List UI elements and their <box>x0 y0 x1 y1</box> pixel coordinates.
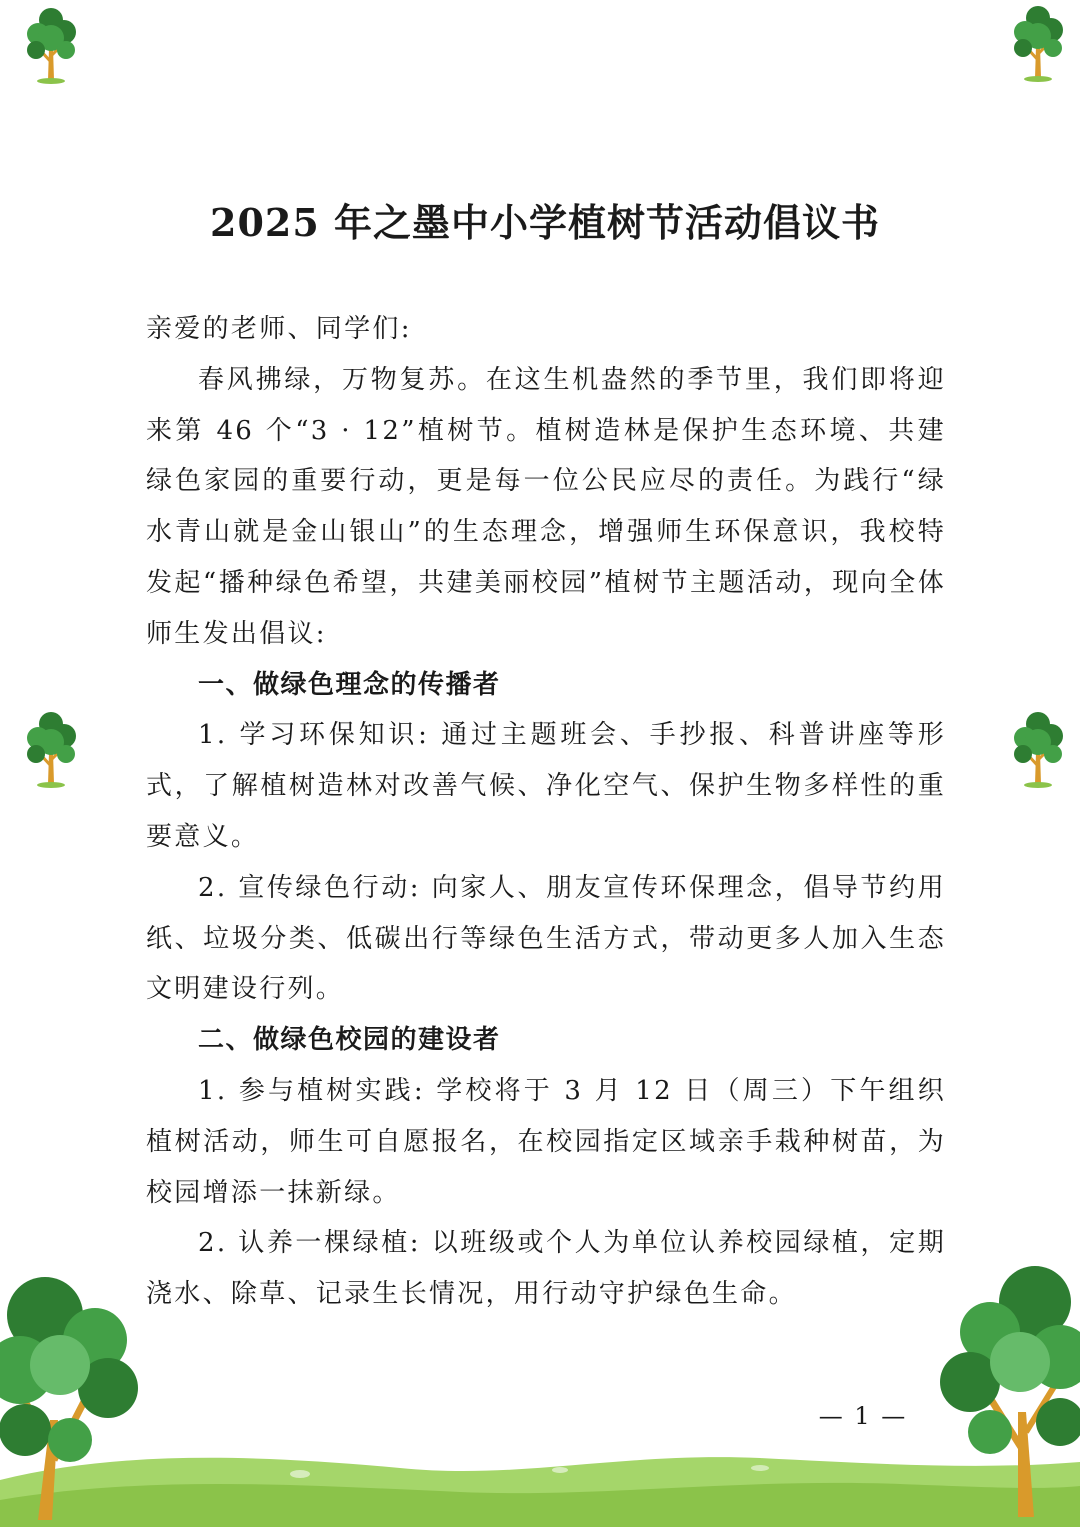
paragraph: 1. 参与植树实践: 学校将于 3 月 12 日（周三）下午组织植树活动，师生可自愿报名，在校园指定区域亲手栽种树苗，为校园增添一抹新绿。 <box>146 1075 946 1208</box>
letter-body <box>146 304 946 1320</box>
grass-hill-icon <box>0 1440 1080 1527</box>
salutation: 亲爱的老师、同学们: <box>146 314 412 344</box>
paragraph: 2. 宣传绿色行动: 向家人、朋友宣传环保理念，倡导节约用纸、垃圾分类、低碳出行等绿色生活方式，带动更多人加入生态文明建设行列。 <box>146 872 946 1005</box>
page-number: — 1 — <box>818 1402 908 1430</box>
tree-icon <box>1005 708 1071 788</box>
paragraph: 1. 学习环保知识: 通过主题班会、手抄报、科普讲座等形式，了解植树造林对改善气候、净化空气、保护生物多样性的重要意义。 <box>146 720 946 852</box>
paragraph: 春风拂绿，万物复苏。在这生机盎然的季节里，我们即将迎来第 46 个“3 · 12”植树节。植树造林是保护生态环境、共建绿色家园的重要行动，更是每一位公民应尽的责任。为践行“绿水青山就是金山银山”的生态理念，增强师生环保意识，我校特发起“播种绿色希望，共建美丽校园”植树节主题活动，现向全体师生发出倡议: <box>146 364 946 649</box>
tree-icon <box>18 4 84 84</box>
tree-icon <box>18 708 84 788</box>
paragraph: 2. 认养一棵绿植: 以班级或个人为单位认养校园绿植，定期浇水、除草、记录生长情况，用行动守护绿色生命。 <box>146 1228 946 1310</box>
page-title: 2025 年之墨中小学植树节活动倡议书 <box>210 200 880 245</box>
section-heading: 二、做绿色校园的建设者 <box>198 1025 501 1056</box>
section-heading: 一、做绿色理念的传播者 <box>198 669 501 700</box>
tree-icon <box>0 1270 150 1527</box>
tree-icon <box>1005 2 1071 82</box>
tree-icon <box>930 1262 1080 1527</box>
